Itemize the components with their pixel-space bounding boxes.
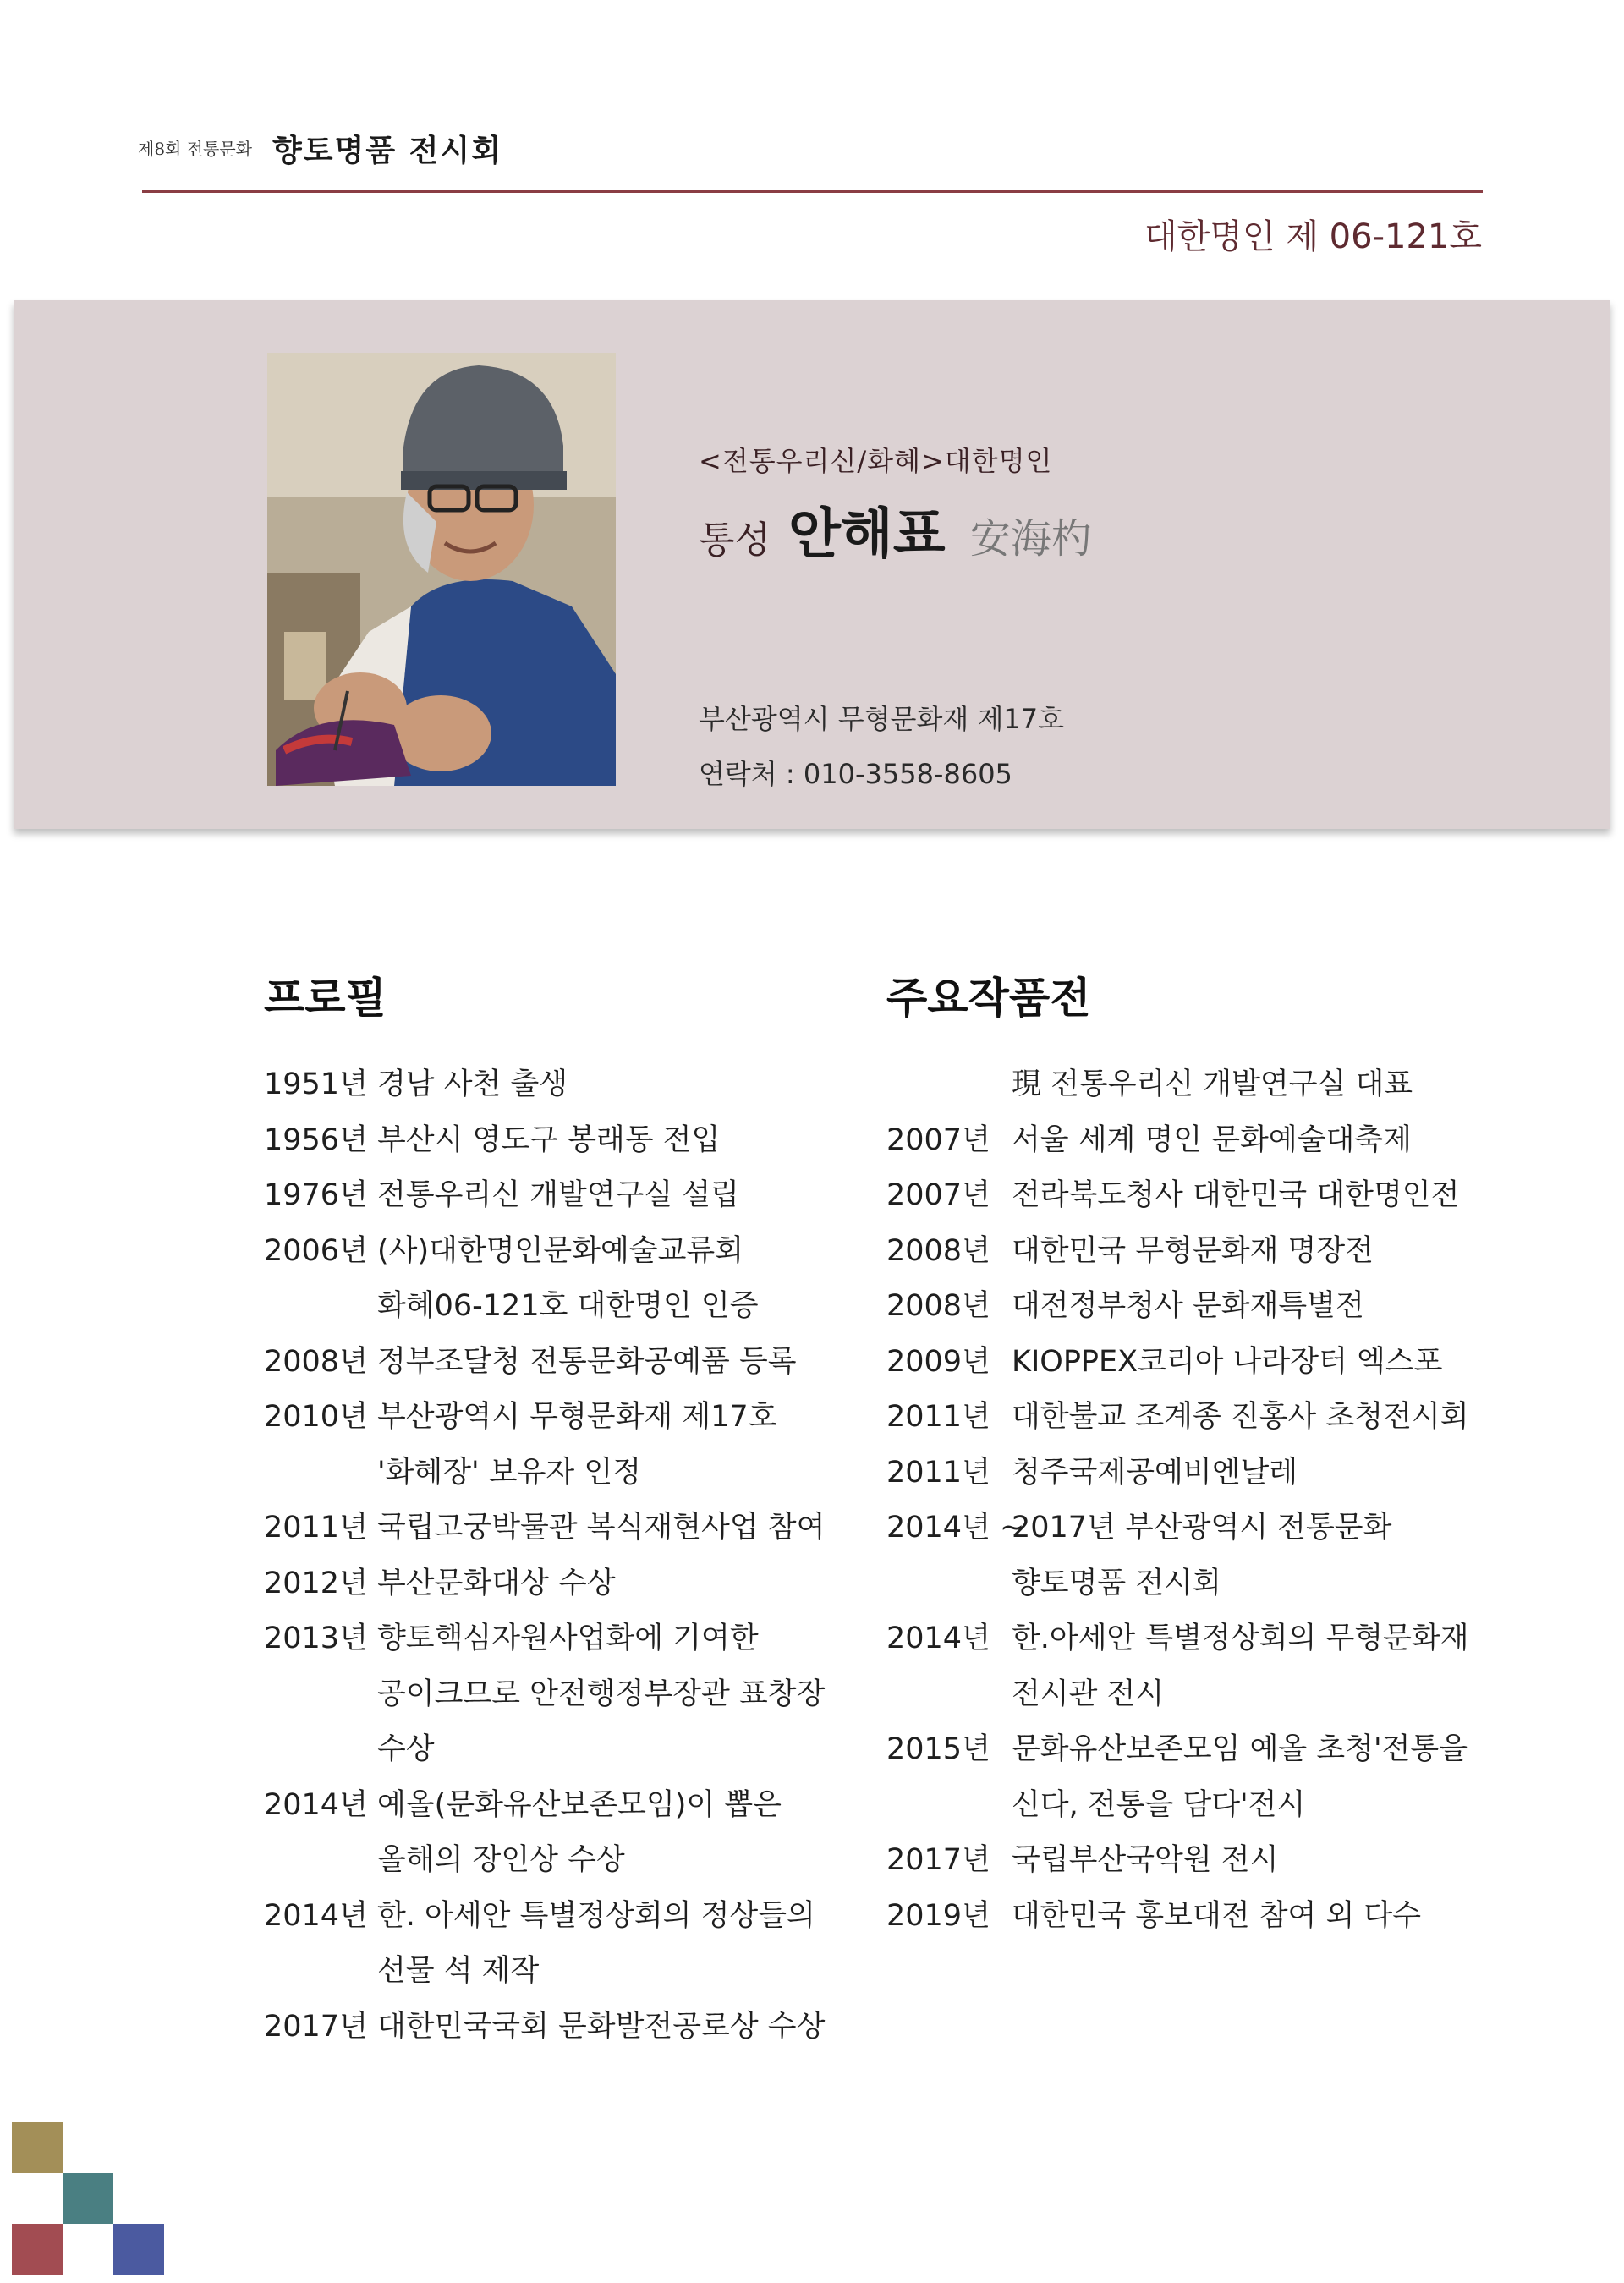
list-item-year: 2015년: [886, 1732, 990, 1766]
list-item-year: 2017년: [264, 2009, 368, 2044]
artisan-name: 안해표: [788, 503, 946, 566]
list-item-text: 청주국제공예비엔날레: [1012, 1455, 1298, 1490]
list-item-text: 정부조달청 전통문화공예품 등록: [377, 1344, 797, 1379]
list-item-year: 2012년: [264, 1566, 368, 1600]
list-item: [886, 1611, 1529, 1667]
list-item: [264, 1224, 856, 1280]
list-item: [886, 1778, 1529, 1834]
list-item-year: [886, 1778, 1012, 1834]
contact-info: 연락처 : 010-3558-8605: [699, 758, 1012, 790]
list-item-year: 2011년: [264, 1511, 368, 1545]
list-item: [264, 1889, 856, 1945]
list-item-year: [264, 1944, 377, 2000]
list-item-text: 대한민국국회 문화발전공로상 수상: [377, 2009, 826, 2044]
list-item: [264, 1556, 856, 1612]
list-item-year: 1951년: [264, 1067, 368, 1101]
list-item-text: 화혜06-121호 대한명인 인증: [377, 1289, 759, 1323]
list-item-text: 예올(문화유산보존모임)이 뽑은: [377, 1787, 782, 1822]
corner-square-gold: [12, 2122, 63, 2173]
list-item: [886, 1057, 1529, 1113]
list-item-text: 수상: [377, 1732, 435, 1766]
list-item-year: [264, 1279, 377, 1335]
list-item-text: 전시관 전시: [1012, 1677, 1165, 1711]
list-item-text: 2017년 부산광역시 전통문화: [1012, 1511, 1392, 1545]
list-item: [264, 1778, 856, 1834]
list-item-text: 現 전통우리신 개발연구실 대표: [1012, 1067, 1413, 1101]
list-item: [886, 1113, 1529, 1169]
list-item: [264, 1279, 856, 1335]
list-item: [886, 1556, 1529, 1612]
list-item-year: 2009년: [886, 1344, 990, 1379]
list-item-text: '화혜장' 보유자 인정: [377, 1455, 641, 1490]
list-item: [264, 1390, 856, 1446]
list-item-year: 2007년: [886, 1122, 990, 1157]
header-rule: [142, 190, 1483, 193]
list-item-year: 2008년: [886, 1289, 990, 1323]
list-item-year: 2011년: [886, 1400, 990, 1434]
list-item-text: (사)대한명인문화예술교류회: [377, 1233, 744, 1268]
list-item: [264, 1446, 856, 1501]
list-item-text: 대한민국 홍보대전 참여 외 다수: [1012, 1898, 1422, 1933]
list-item-text: 국립부산국악원 전시: [1012, 1843, 1279, 1877]
list-item-year: [264, 1446, 377, 1501]
list-item: [886, 1168, 1529, 1224]
list-item: [264, 1335, 856, 1391]
profile-list: [264, 1057, 856, 2055]
list-item-text: 한.아세안 특별정상회의 무형문화재: [1012, 1622, 1469, 1655]
certification-number: 대한명인 제 06-121호: [1144, 217, 1482, 256]
list-item-year: [886, 1667, 1012, 1723]
list-item-text: 한. 아세안 특별정상회의 정상들의: [377, 1898, 815, 1933]
list-item-year: 2013년: [264, 1622, 368, 1655]
list-item-year: 2007년: [886, 1178, 990, 1212]
list-item: [886, 1390, 1529, 1446]
list-item-text: 부산광역시 무형문화재 제17호: [377, 1400, 777, 1434]
list-item: [264, 1057, 856, 1113]
list-item-text: 국립고궁박물관 복식재현사업 참여: [377, 1511, 826, 1545]
list-item: [886, 1446, 1529, 1501]
list-item: [886, 1722, 1529, 1778]
list-item: [886, 1335, 1529, 1391]
list-item-year: 2017년: [886, 1843, 990, 1877]
corner-square-teal: [63, 2173, 113, 2224]
list-item-text: 선물 석 제작: [377, 1954, 540, 1988]
list-item: [264, 1667, 856, 1723]
craft-category: <전통우리신/화혜>대한명인: [699, 445, 1053, 477]
list-item-text: 향토명품 전시회: [1012, 1566, 1221, 1600]
corner-square-blue: [113, 2224, 164, 2275]
list-item: [264, 1833, 856, 1889]
list-item-text: KIOPPEX코리아 나라장터 엑스포: [1012, 1344, 1443, 1379]
artisan-name-line: [699, 491, 1092, 568]
list-item-text: 부산문화대상 수상: [377, 1566, 616, 1600]
list-item-text: 올해의 장인상 수상: [377, 1843, 625, 1877]
list-item-year: [264, 1667, 377, 1723]
list-item-year: 2008년: [886, 1233, 990, 1268]
list-item: [264, 1113, 856, 1169]
list-item-text: 공이크므로 안전행정부장관 표창장: [377, 1677, 826, 1711]
artisan-pen-name: 통성: [699, 519, 771, 562]
header-exhibition-title: 향토명품 전시회: [272, 134, 502, 168]
artisan-name-hanja: 安海杓: [969, 515, 1092, 563]
list-item-text: 문화유산보존모임 예올 초청'전통을: [1012, 1732, 1468, 1766]
artisan-banner: [14, 300, 1610, 829]
list-item: [886, 1224, 1529, 1280]
list-item-year: 2008년: [264, 1344, 368, 1379]
list-item: [886, 1667, 1529, 1723]
list-item-text: 향토핵심자원사업화에 기여한: [377, 1622, 759, 1655]
list-item-year: 2010년: [264, 1400, 368, 1434]
list-item-year: 2014년: [264, 1898, 368, 1933]
list-item-year: 2011년: [886, 1455, 990, 1490]
list-item: [264, 1168, 856, 1224]
list-item: [886, 1501, 1529, 1556]
list-item-text: 경남 사천 출생: [377, 1067, 568, 1101]
list-item-text: 신다, 전통을 담다'전시: [1012, 1787, 1306, 1822]
heritage-designation: 부산광역시 무형문화재 제17호: [699, 703, 1065, 735]
list-item-text: 대한불교 조계종 진홍사 초청전시회: [1012, 1400, 1469, 1434]
header-edition: 제8회 전통문화: [138, 139, 253, 159]
list-item-year: 2014년 ~: [886, 1511, 1025, 1545]
list-item-year: 1956년: [264, 1122, 368, 1157]
list-item-text: 서울 세계 명인 문화예술대축제: [1012, 1122, 1412, 1157]
list-item: [886, 1889, 1529, 1945]
list-item-text: 부산시 영도구 봉래동 전입: [377, 1122, 721, 1157]
list-item-text: 대전정부청사 문화재특별전: [1012, 1289, 1364, 1323]
list-item-year: 2014년: [264, 1787, 368, 1822]
list-item-year: [886, 1057, 1012, 1113]
works-list: [886, 1057, 1529, 1944]
list-item-year: 2019년: [886, 1898, 990, 1933]
list-item-year: 2014년: [886, 1622, 990, 1655]
profile-section-title: 프로필: [264, 974, 387, 1023]
list-item-year: [264, 1833, 377, 1889]
list-item: [264, 1944, 856, 2000]
list-item: [264, 1722, 856, 1778]
list-item: [886, 1279, 1529, 1335]
list-item-year: 2006년: [264, 1233, 368, 1268]
artisan-photo: [267, 353, 616, 786]
list-item: [264, 2000, 856, 2055]
list-item-text: 대한민국 무형문화재 명장전: [1012, 1233, 1374, 1268]
corner-square-red: [12, 2224, 63, 2275]
list-item-text: 전라북도청사 대한민국 대한명인전: [1012, 1178, 1460, 1212]
list-item-year: 1976년: [264, 1178, 368, 1212]
list-item-text: 전통우리신 개발연구실 설립: [377, 1178, 739, 1212]
list-item-year: [886, 1556, 1012, 1612]
list-item: [264, 1611, 856, 1667]
list-item: [264, 1501, 856, 1556]
list-item: [886, 1833, 1529, 1889]
works-section-title: 주요작품전: [886, 974, 1091, 1023]
list-item-year: [264, 1722, 377, 1778]
